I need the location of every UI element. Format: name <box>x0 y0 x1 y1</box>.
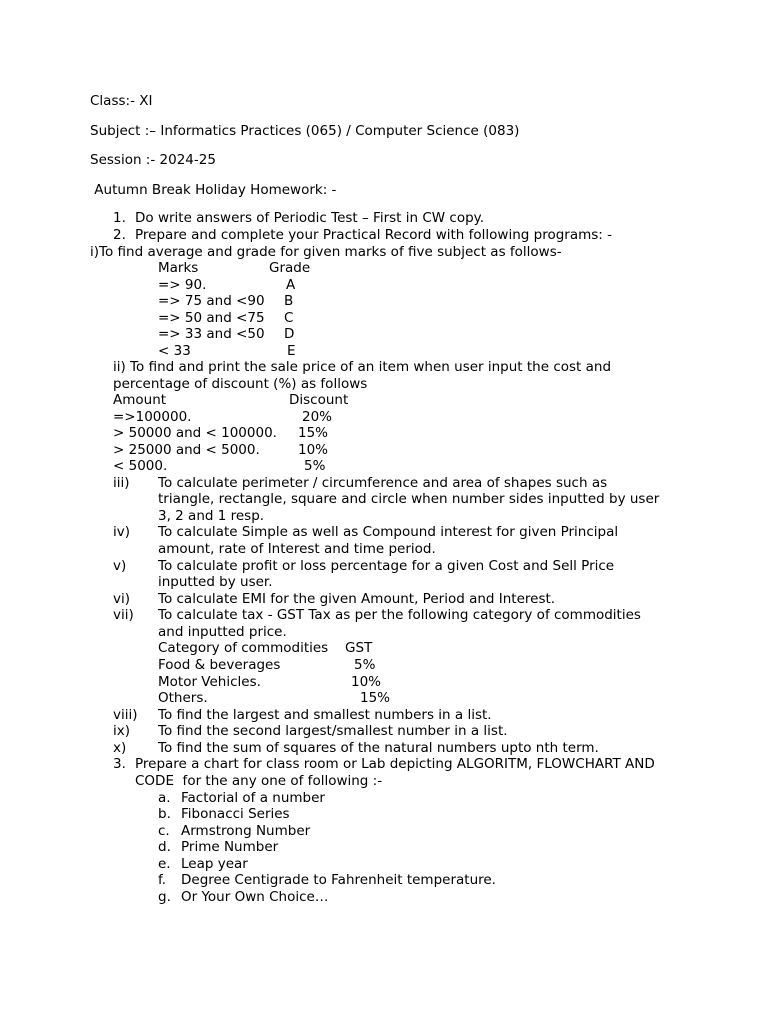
discount-table-discount: 10% <box>298 442 329 458</box>
program-text: inputted by user. <box>158 574 273 590</box>
grade-table-header-marks: Marks <box>158 260 199 276</box>
program-number: v) <box>113 558 127 574</box>
option-letter: c. <box>158 823 170 839</box>
item-text: Do write answers of Periodic Test – First in CW copy. <box>135 210 485 226</box>
option-text: Or Your Own Choice… <box>181 889 329 905</box>
program-ii-line: ii) To find and print the sale price of an item when user input the cost and <box>113 359 612 375</box>
program-text: To find the sum of squares of the natural numbers upto nth term. <box>158 740 599 756</box>
discount-table-discount: 15% <box>298 425 329 441</box>
grade-table-marks: => 33 and <50 <box>158 326 265 342</box>
grade-table-grade: A <box>286 277 296 293</box>
grade-table-marks: => 90. <box>158 277 207 293</box>
gst-table-category: Food & beverages <box>158 657 281 673</box>
program-text: triangle, rectangle, square and circle when number sides inputted by user <box>158 491 660 507</box>
discount-table-header-amount: Amount <box>113 392 167 408</box>
grade-table-header-grade: Grade <box>269 260 311 276</box>
grade-table-marks: => 75 and <90 <box>158 293 265 309</box>
program-text: To calculate perimeter / circumference and area of shapes such as <box>158 475 608 491</box>
program-number: viii) <box>113 707 138 723</box>
program-text: To find the second largest/smallest number in a list. <box>158 723 508 739</box>
gst-table-rate: 15% <box>360 690 391 706</box>
discount-table-amount: < 5000. <box>113 458 168 474</box>
option-text: Leap year <box>181 856 248 872</box>
option-text: Armstrong Number <box>181 823 311 839</box>
session-line: Session :- 2024-25 <box>90 152 216 168</box>
option-letter: b. <box>158 806 171 822</box>
program-number: vi) <box>113 591 131 607</box>
program-text: To calculate Simple as well as Compound interest for given Principal <box>158 524 619 540</box>
discount-table-discount: 20% <box>302 409 333 425</box>
option-letter: a. <box>158 790 171 806</box>
gst-table-header-gst: GST <box>345 640 373 656</box>
program-number: iii) <box>113 475 130 491</box>
program-number: iv) <box>113 524 131 540</box>
gst-table-header-category: Category of commodities <box>158 640 329 656</box>
option-text: Prime Number <box>181 839 279 855</box>
program-number: vii) <box>113 607 134 623</box>
item-number: 3. <box>113 756 126 772</box>
item-text: CODE for the any one of following :- <box>135 773 383 789</box>
option-letter: e. <box>158 856 171 872</box>
item-number: 1. <box>113 210 126 226</box>
option-text: Fibonacci Series <box>181 806 290 822</box>
option-letter: d. <box>158 839 171 855</box>
discount-table-discount: 5% <box>304 458 326 474</box>
program-text: To calculate tax - GST Tax as per the following category of commodities <box>158 607 641 623</box>
option-letter: g. <box>158 889 171 905</box>
program-text: To find the largest and smallest numbers in a list. <box>158 707 492 723</box>
program-text: amount, rate of Interest and time period. <box>158 541 436 557</box>
discount-table-header-discount: Discount <box>289 392 349 408</box>
grade-table-marks: < 33 <box>158 343 191 359</box>
grade-table-grade: B <box>284 293 294 309</box>
option-text: Degree Centigrade to Fahrenheit temperature. <box>181 872 496 888</box>
option-letter: f. <box>158 872 167 888</box>
program-number: x) <box>113 740 127 756</box>
item-number: 2. <box>113 227 126 243</box>
program-number: ix) <box>113 723 131 739</box>
program-text: 3, 2 and 1 resp. <box>158 508 265 524</box>
program-text: To calculate profit or loss percentage for a given Cost and Sell Price <box>158 558 615 574</box>
discount-table-amount: > 50000 and < 100000. <box>113 425 277 441</box>
grade-table-grade: C <box>284 310 294 326</box>
item-text: Prepare and complete your Practical Record with following programs: - <box>135 227 612 243</box>
gst-table-rate: 5% <box>354 657 376 673</box>
gst-table-category: Others. <box>158 690 208 706</box>
item-text: Prepare a chart for class room or Lab depicting ALGORITM, FLOWCHART AND <box>135 756 655 772</box>
gst-table-category: Motor Vehicles. <box>158 674 261 690</box>
program-ii-line: percentage of discount (%) as follows <box>113 376 368 392</box>
grade-table-marks: => 50 and <75 <box>158 310 265 326</box>
discount-table-amount: =>100000. <box>113 409 192 425</box>
discount-table-amount: > 25000 and < 5000. <box>113 442 260 458</box>
program-text: and inputted price. <box>158 624 287 640</box>
class-line: Class:- XI <box>90 93 153 109</box>
grade-table-grade: E <box>287 343 296 359</box>
gst-table-rate: 10% <box>351 674 382 690</box>
subject-line: Subject :– Informatics Practices (065) / Computer Science (083) <box>90 123 520 139</box>
grade-table-grade: D <box>284 326 295 342</box>
homework-title: Autumn Break Holiday Homework: - <box>90 182 337 198</box>
program-i-text: i)To find average and grade for given marks of five subject as follows- <box>90 244 562 260</box>
program-text: To calculate EMI for the given Amount, Period and Interest. <box>158 591 556 607</box>
option-text: Factorial of a number <box>181 790 325 806</box>
